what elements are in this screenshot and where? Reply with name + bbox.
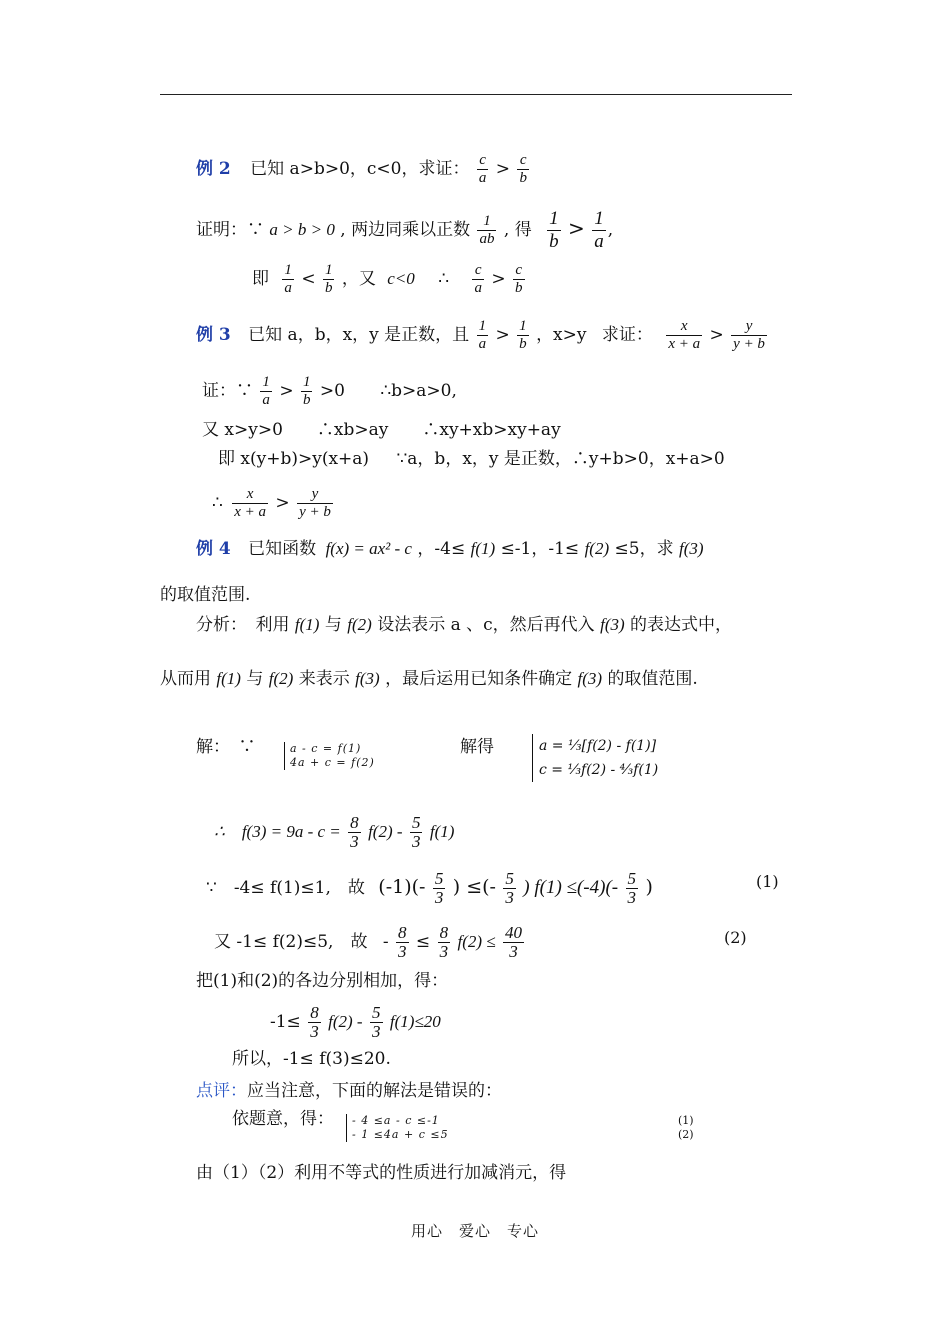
example-2-statement: 例 2 已知 a>b>0，c<0，求证： $\frac{c}{a}$ > $\frac{c}{b}$: [196, 152, 527, 186]
example-2-proof: 证明：∵ a > b > 0 , 两边同乘以正数 $\frac{1}{ab}$ , 得 $\frac{1}{b}$ > $\frac{1}{a}$ ,: [196, 208, 614, 252]
fraction-1-over-ab: $\frac{1}{ab}$: [479, 213, 495, 247]
comment-last-line: 由（1）（2）利用不等式的性质进行加减消元，得: [196, 1163, 567, 1183]
example-3-proof-line-2: 又 x>y>0 ∴xb>ay ∴xy+xb>xy+ay: [202, 420, 561, 440]
example-2-conclusion: 即 $\frac{1}{a}$ < $\frac{1}{b}$ ，又 c<0 ∴ $\frac{c}{a}$ > $\frac{c}{b}$: [252, 262, 523, 296]
solution-start: 解： ∵: [196, 737, 256, 757]
example-4-statement-cont: 的取值范围.: [160, 585, 251, 605]
solution-system: a - c = f(1) 4a + c = f(2): [284, 742, 375, 770]
equation-tag-1: (1): [756, 872, 779, 891]
page-footer: 用心 爱心 专心: [410, 1222, 539, 1240]
solution-solved-label: 解得: [460, 737, 494, 757]
equation-tag-2: (2): [724, 928, 747, 947]
example-3-proof-line-3: 即 x(y+b)>y(x+a) ∵a，b，x，y 是正数，∴y+b>0，x+a>0: [218, 449, 725, 469]
solution-inequality-2: 又 -1≤ f(2)≤5, 故 - $\frac{8}{3}$ ≤ $\frac{8}{3}$ f(2) ≤ $\frac{40}{3}$: [214, 923, 523, 961]
comment-line: 点评：应当注意，下面的解法是错误的：: [196, 1081, 502, 1101]
example-3-statement: 例 3 已知 a，b，x，y 是正数，且 $\frac{1}{a}$ > $\frac{1}{b}$ ，x>y 求证： $\frac{x}{x + a}$ > $\frac{y}{y + b}$: [196, 318, 765, 352]
analysis-line-2: 从而用 f(1) 与 f(2) 来表示 f(3) ，最后运用已知条件确定 f(3) 的取值范围.: [160, 669, 698, 689]
example-2-label: 例 2: [196, 159, 231, 179]
comment-system: - 4 ≤a - c ≤-1 - 1 ≤4a + c ≤5: [346, 1114, 449, 1142]
solution-sum: -1≤ $\frac{8}{3}$ f(2) - $\frac{5}{3}$ f(1)≤20: [270, 1003, 441, 1041]
fraction-1-over-a: $\frac{1}{a}$: [594, 208, 604, 252]
fraction-1-over-b: $\frac{1}{b}$: [549, 208, 559, 252]
example-3-label: 例 3: [196, 325, 231, 345]
example-4-statement: 例 4 已知函数 f(x) = ax² - c ，-4≤ f(1) ≤-1，-1≤ f(2) ≤5，求 f(3): [196, 539, 704, 559]
comment-yiti: 依题意，得：: [232, 1109, 334, 1129]
analysis-line-1: 分析： 利用 f(1) 与 f(2) 设法表示 a 、c，然后再代入 f(3) 的表达式中，: [196, 615, 733, 635]
fraction-c-over-b: $\frac{c}{b}$: [519, 152, 527, 186]
fraction-c-over-a: $\frac{c}{a}$: [478, 152, 487, 186]
header-rule: [160, 94, 792, 95]
example-3-proof-line-4: ∴ $\frac{x}{x + a}$ > $\frac{y}{y + b}$: [212, 486, 331, 520]
solution-result-system: a = ⅓[f(2) - f(1)] c = ⅓f(2) - ⁴⁄₃f(1): [532, 734, 658, 782]
solution-conclusion: 所以，-1≤ f(3)≤20.: [232, 1049, 391, 1069]
solution-add-step: 把(1)和(2)的各边分别相加，得：: [196, 971, 449, 991]
solution-f3-expression: ∴ f(3) = 9a - c = $\frac{8}{3}$ f(2) - $\frac{5}{3}$ f(1): [214, 813, 455, 851]
solution-inequality-1: ∵ -4≤ f(1)≤1, 故 (-1)(- $\frac{5}{3}$ ) ≤(- $\frac{5}{3}$ ) f(1) ≤(-4)(- $\frac{5}{3}$ ): [206, 869, 653, 907]
comment-tags: (1) (2): [678, 1114, 694, 1141]
example-3-proof-line-1: 证：∵ $\frac{1}{a}$ > $\frac{1}{b}$ >0 ∴b>a>0,: [202, 374, 457, 408]
comment-label: 点评：: [196, 1081, 247, 1101]
example-4-label: 例 4: [196, 539, 231, 559]
